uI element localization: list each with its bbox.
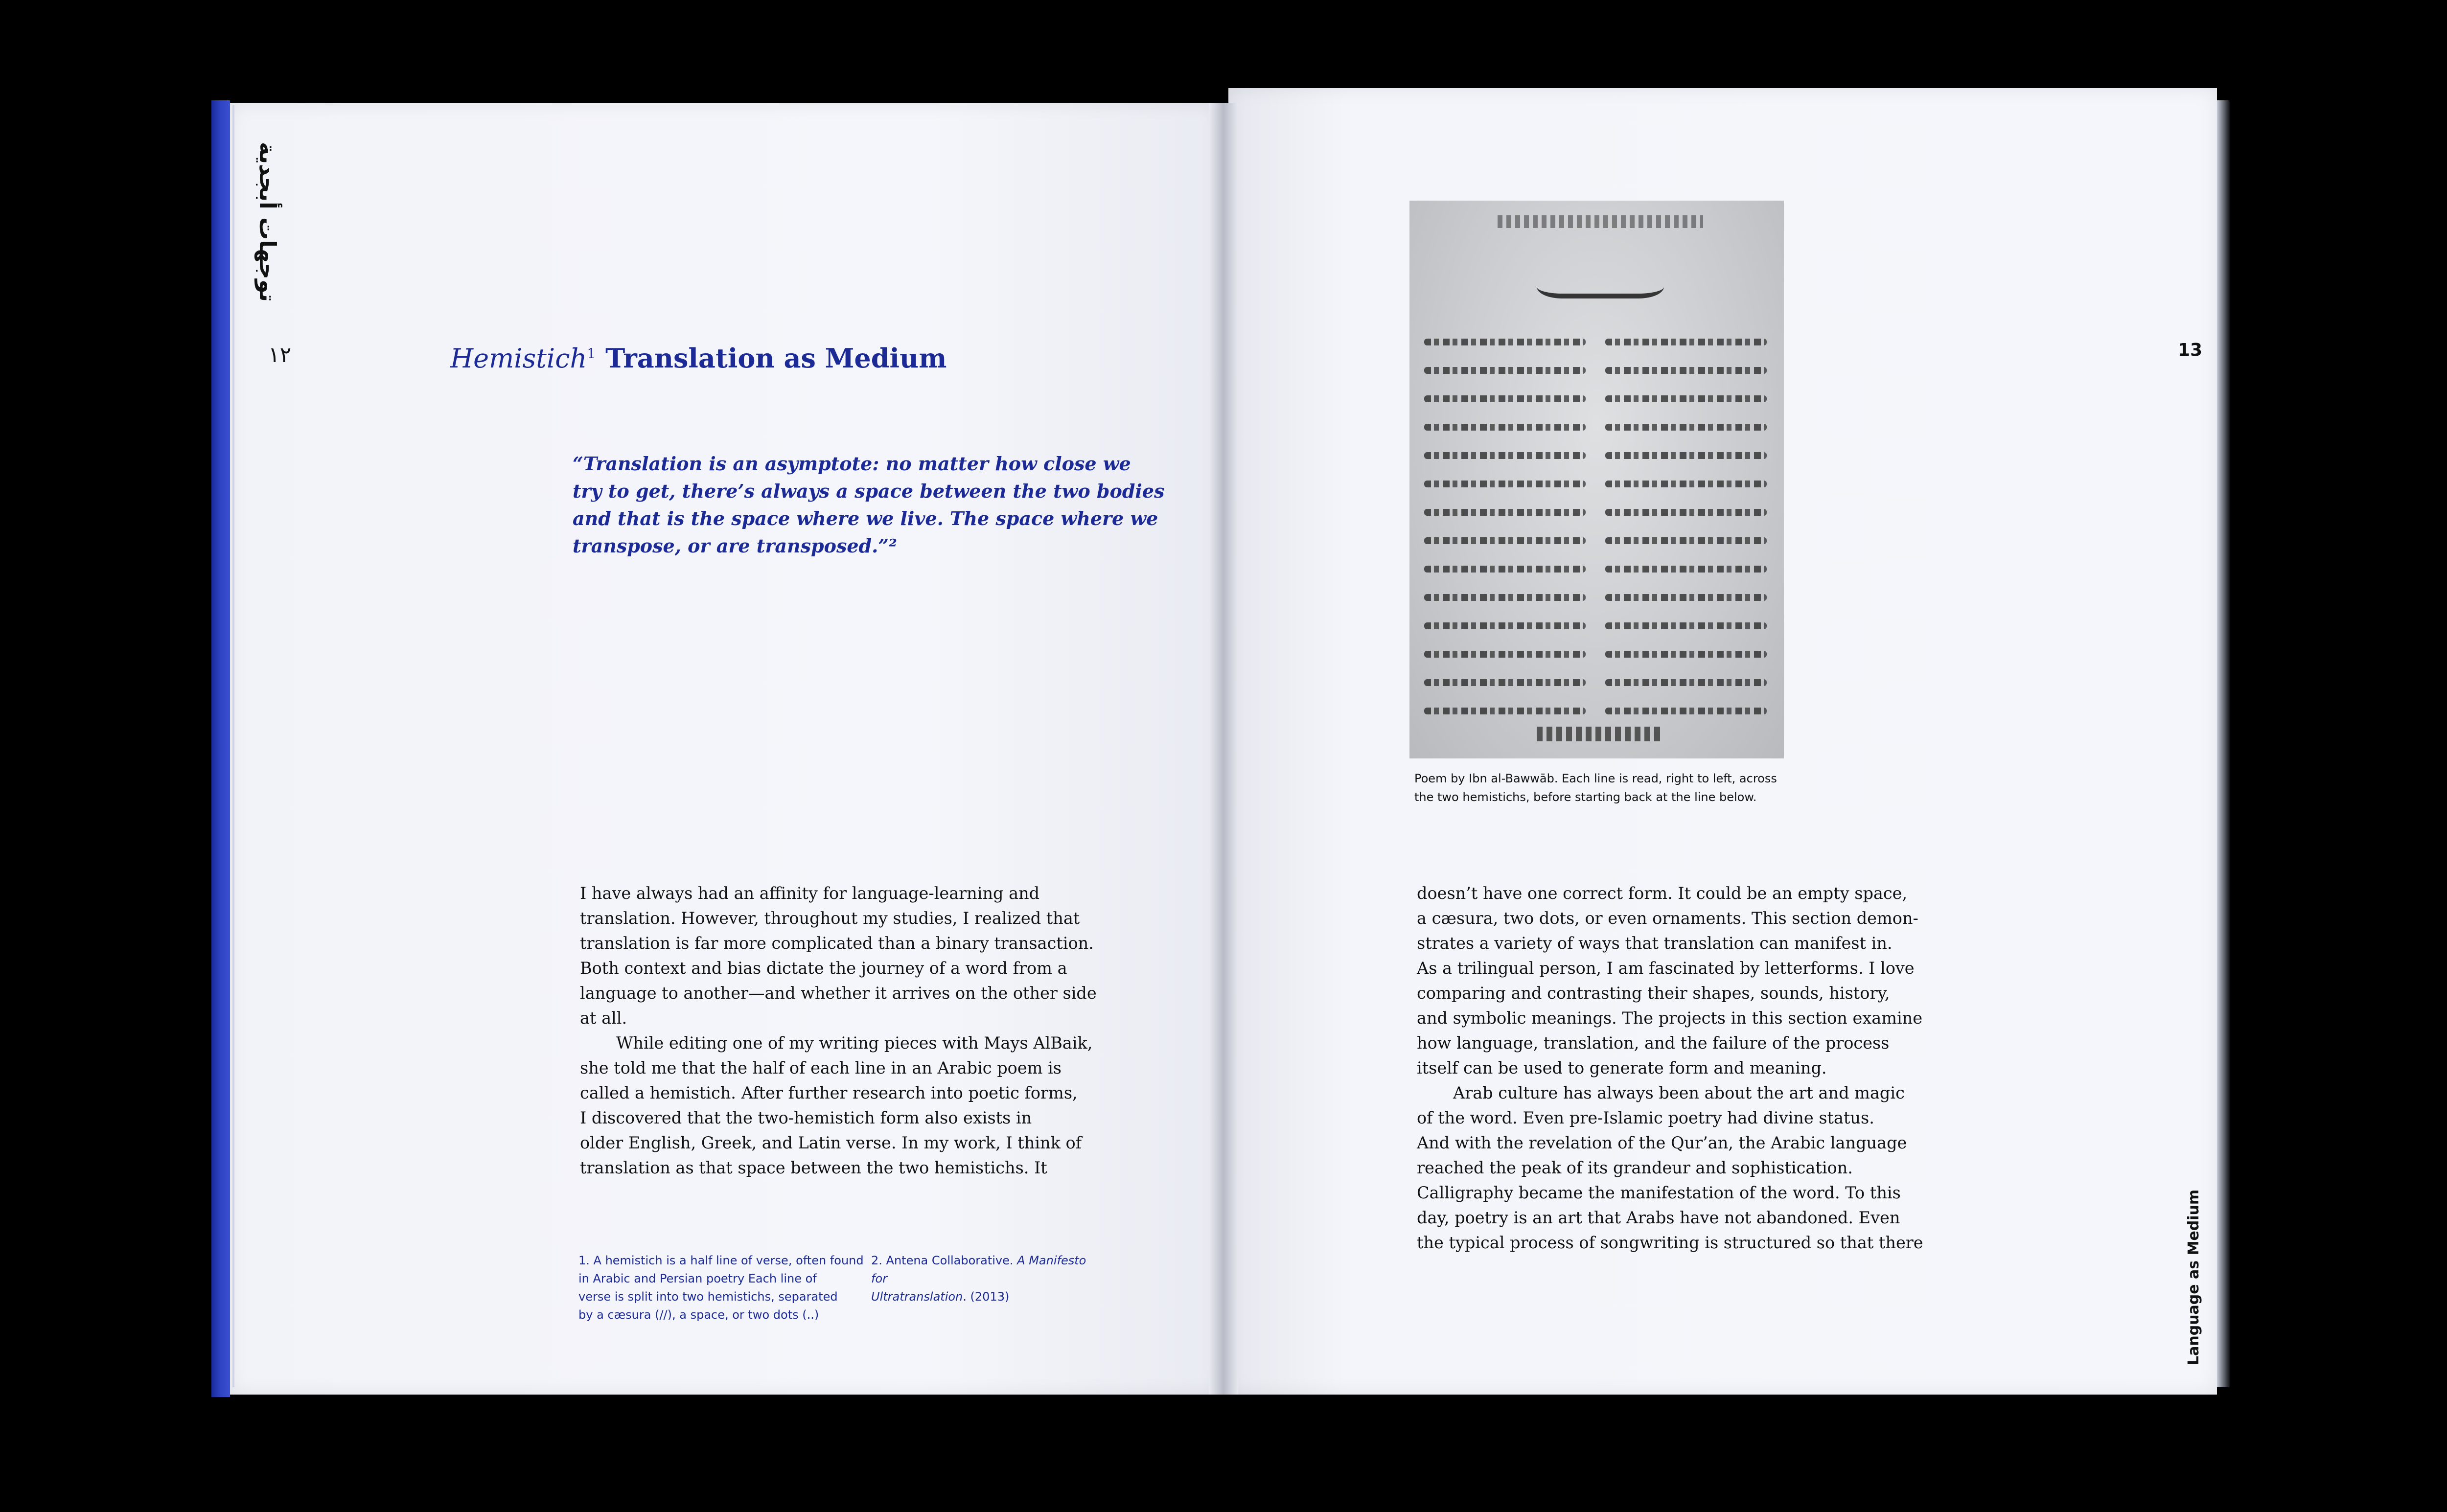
body-line: doesn’t have one correct form. It could be an empty space, <box>1417 884 1908 903</box>
body-line: how language, translation, and the failure of the process <box>1417 1033 1890 1053</box>
body-text-right <box>1417 881 1923 1255</box>
body-line: As a trilingual person, I am fascinated by letterforms. I love <box>1417 959 1915 978</box>
body-line: day, poetry is an art that Arabs have not abandoned. Even <box>1417 1208 1900 1227</box>
body-line: I discovered that the two-hemistich form also exists in <box>580 1108 1032 1127</box>
manuscript-image <box>1409 201 1784 758</box>
manuscript-column-left <box>1424 328 1586 725</box>
body-line: a cæsura, two dots, or even ornaments. This section demon- <box>1417 909 1918 928</box>
quote-line: “Translation is an asymptote: no matter how close we <box>573 453 1131 475</box>
page-title <box>450 343 946 374</box>
book-gutter <box>1209 103 1238 1395</box>
heading-hemistich: Hemistich <box>450 343 587 374</box>
body-line: itself can be used to generate form and meaning. <box>1417 1058 1827 1077</box>
running-foot-section-title: Language as Medium <box>2185 1189 2202 1365</box>
footnote-line: in Arabic and Persian poetry Each line of <box>578 1272 817 1285</box>
footnote-2-suffix: . (2013) <box>963 1290 1010 1304</box>
body-line: reached the peak of its grandeur and sophistication. <box>1417 1158 1853 1177</box>
footnote-2-title-b: Ultratranslation <box>871 1290 963 1304</box>
body-line: comparing and contrasting their shapes, sounds, history, <box>1417 984 1890 1003</box>
body-line: Both context and bias dictate the journey of a word from a <box>580 959 1067 978</box>
footnote-line: by a cæsura (//), a space, or two dots (..) <box>578 1308 819 1322</box>
epigraph-quote <box>573 450 1165 560</box>
manuscript-column-right <box>1605 328 1767 725</box>
body-line: I have always had an affinity for language-learning and <box>580 884 1040 903</box>
page-edge-line <box>232 105 234 1387</box>
body-line: While editing one of my writing pieces with Mays AlBaik, <box>616 1033 1093 1053</box>
body-line: older English, Greek, and Latin verse. In my work, I think of <box>580 1133 1082 1152</box>
book-fore-edge <box>2217 100 2230 1387</box>
footnote-2-title-a: A Manifesto for <box>871 1254 1086 1285</box>
body-line: Calligraphy became the manifestation of the word. To this <box>1417 1183 1901 1202</box>
quote-line: and that is the space where we live. The space where we <box>573 507 1158 529</box>
manuscript-signature <box>1537 727 1664 741</box>
manuscript-header <box>1498 215 1703 228</box>
footnote-1 <box>578 1252 864 1324</box>
manuscript-title-calligraphy <box>1537 240 1664 298</box>
body-line: of the word. Even pre-Islamic poetry had divine status. <box>1417 1108 1874 1127</box>
page-number-left: ١٢ <box>268 343 292 367</box>
image-caption <box>1414 769 1786 806</box>
footnote-line: 1. A hemistich is a half line of verse, often found <box>578 1254 864 1267</box>
body-line: at all. <box>580 1008 627 1028</box>
footnote-line: verse is split into two hemistichs, separated <box>578 1290 838 1304</box>
quote-line: transpose, or are transposed.”² <box>573 535 897 557</box>
heading-title: Translation as Medium <box>605 343 947 374</box>
footnote-2 <box>871 1252 1101 1306</box>
book-spine-edge <box>211 100 230 1397</box>
caption-line: Poem by Ibn al-Bawwāb. Each line is read, right to left, across <box>1414 772 1777 785</box>
footnote-2-prefix: 2. Antena Collaborative. <box>871 1254 1017 1267</box>
body-line: translation is far more complicated than a binary transaction. <box>580 934 1094 953</box>
page-number-right: 13 <box>2178 340 2203 360</box>
body-line: language to another—and whether it arrives on the other side <box>580 984 1097 1003</box>
quote-line: try to get, there’s always a space between the two bodies <box>573 480 1165 502</box>
body-line: Arab culture has always been about the art and magic <box>1453 1083 1905 1102</box>
left-page <box>230 103 1219 1395</box>
body-line: called a hemistich. After further research into poetic forms, <box>580 1083 1078 1102</box>
body-line: she told me that the half of each line in an Arabic poem is <box>580 1058 1062 1077</box>
body-line: translation. However, throughout my studies, I realized that <box>580 909 1080 928</box>
body-line: translation as that space between the two hemistichs. It <box>580 1158 1047 1177</box>
body-line: strates a variety of ways that translation can manifest in. <box>1417 934 1893 953</box>
footnote-ref-1: 1 <box>587 345 596 362</box>
caption-line: the two hemistichs, before starting back at the line below. <box>1414 790 1757 804</box>
body-line: And with the revelation of the Qur’an, the Arabic language <box>1417 1133 1907 1152</box>
body-line: and symbolic meanings. The projects in this section examine <box>1417 1008 1923 1028</box>
body-text-left <box>580 881 1097 1180</box>
running-head-arabic: توجهات أبجدية <box>254 142 281 302</box>
body-line: the typical process of songwriting is structured so that there <box>1417 1233 1923 1252</box>
